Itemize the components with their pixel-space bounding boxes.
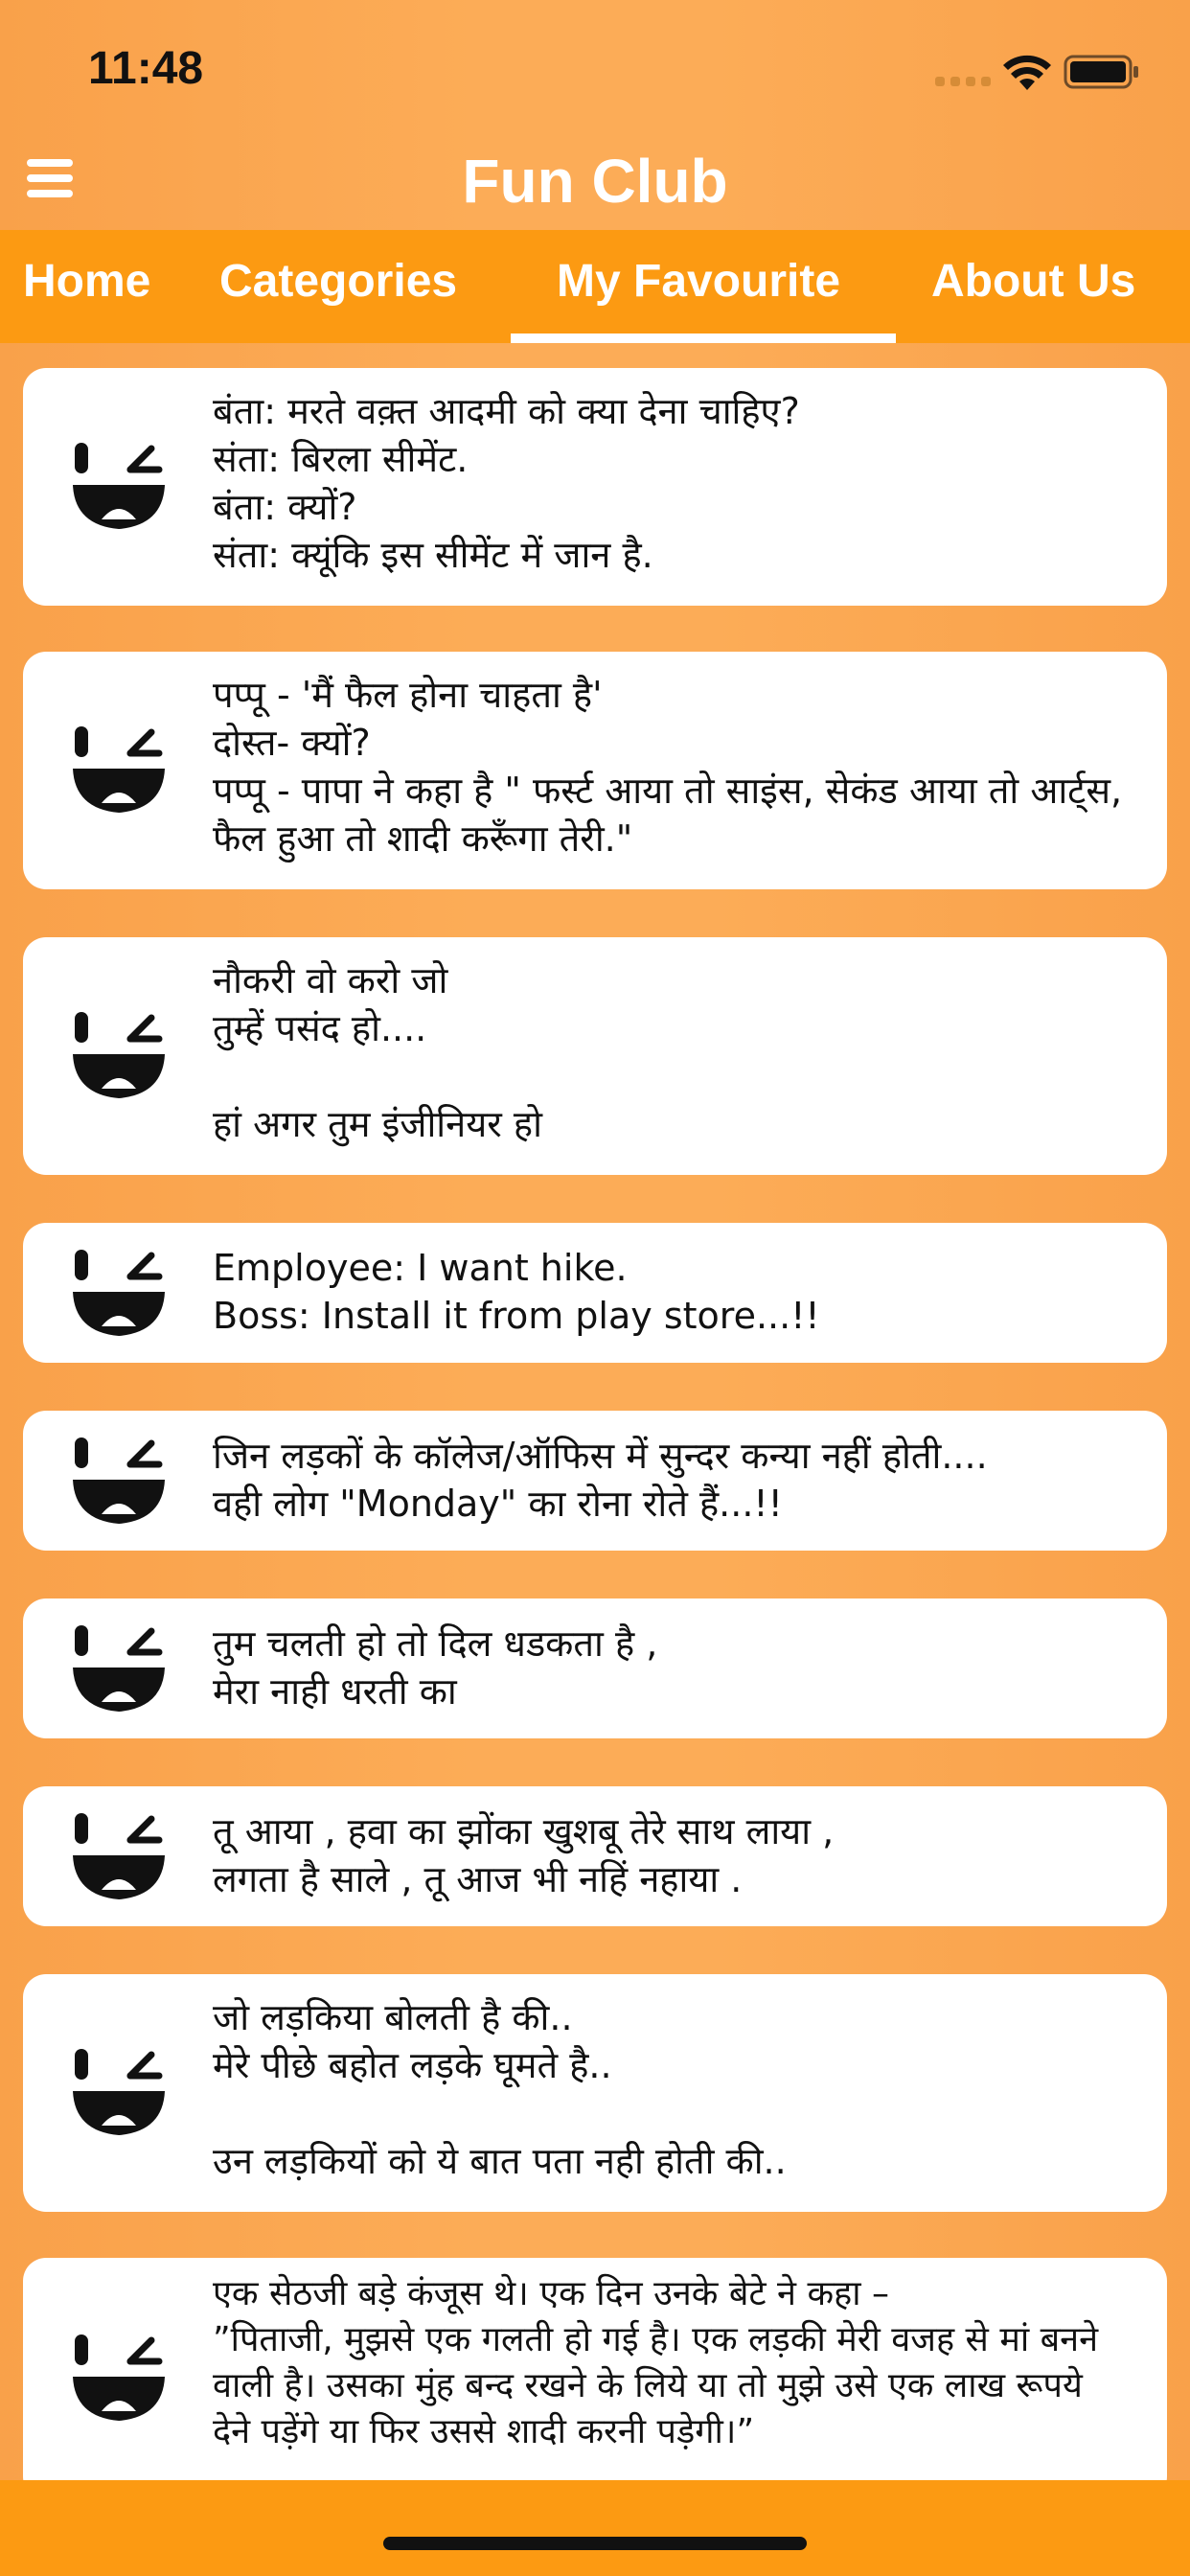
tab-categories[interactable]: Categories [219, 256, 458, 307]
laughing-face-icon [71, 439, 167, 535]
joke-text: बंता: मरते वक़्त आदमी को क्या देना चाहिए? संता: बिरला सीमेंट. बंता: क्यों? संता: क्यूंकि इस सीमेंट में जान है. [213, 390, 800, 576]
app-title: Fun Club [462, 147, 728, 216]
joke-card[interactable] [23, 368, 1167, 606]
tab-about-us[interactable]: About Us [931, 256, 1136, 307]
tab-home[interactable]: Home [23, 256, 151, 307]
joke-card[interactable] [23, 1974, 1167, 2212]
tab-bar [0, 230, 1190, 343]
joke-card[interactable] [23, 1223, 1167, 1363]
joke-text: एक सेठजी बड़े कंजूस थे। एक दिन उनके बेटे ने कहा – ”पिताजी, मुझसे एक गलती हो गई है। एक लड़की मेरी वजह से मां बनने वाली है। उसका मुंह बन्द रखने के लिये या तो मुझे उसे एक लाख रूपये देने पड़ेंगे या फिर उससे शादी करनी पड़ेगी।” [213, 2274, 1099, 2451]
joke-text: जो लड़किया बोलती है की.. मेरे पीछे बहोत लड़के घूमते है.. उन लड़कियों को ये बात पता नही होती की.. [213, 1996, 787, 2182]
laughing-face-icon [71, 1809, 167, 1905]
joke-text: पप्पू - 'मैं फैल होना चाहता है' दोस्त- क्यों? पप्पू - पापा ने कहा है " फर्स्ट आया तो साइंस, सेकंड आया तो आर्ट्स, फैल हुआ तो शादी करूँगा तेरी." [213, 674, 1123, 860]
laughing-face-icon [71, 1008, 167, 1104]
battery-icon [1064, 55, 1140, 89]
selected-tab-indicator [511, 334, 896, 343]
bottom-bar [0, 2480, 1190, 2576]
app-header [0, 144, 1190, 230]
joke-text: Employee: I want hike. Boss: Install it from play store...!! [213, 1247, 820, 1337]
tab-my-favourite[interactable]: My Favourite [557, 256, 841, 307]
joke-card[interactable] [23, 1598, 1167, 1738]
laughing-face-icon [71, 1246, 167, 1342]
joke-card[interactable] [23, 2258, 1167, 2499]
joke-text: जिन लड़कों के कॉलेज/ऑफिस में सुन्दर कन्या नहीं होती.... वही लोग "Monday" का रोना रोते हैं...!! [213, 1435, 988, 1525]
status-time: 11:48 [88, 43, 204, 94]
joke-card[interactable] [23, 1411, 1167, 1551]
laughing-face-icon [71, 1622, 167, 1717]
laughing-face-icon [71, 2331, 167, 2426]
laughing-face-icon [71, 1434, 167, 1530]
joke-card[interactable] [23, 652, 1167, 889]
wifi-icon [1002, 54, 1052, 92]
laughing-face-icon [71, 723, 167, 818]
home-indicator[interactable] [383, 2537, 807, 2550]
joke-text: तू आया , हवा का झोंका खुशबू तेरे साथ लाया , लगता है साले , तू आज भी नहिं नहाया . [213, 1810, 835, 1900]
joke-text: नौकरी वो करो जो तुम्हें पसंद हो.... हां अगर तुम इंजीनियर हो [213, 959, 542, 1145]
laughing-face-icon [71, 2045, 167, 2141]
joke-card[interactable] [23, 1786, 1167, 1926]
cellular-signal-icon [935, 77, 993, 88]
status-bar [0, 0, 1190, 144]
joke-card[interactable] [23, 937, 1167, 1175]
joke-text: तुम चलती हो तो दिल धडकता है , मेरा नाही धरती का [213, 1622, 658, 1713]
